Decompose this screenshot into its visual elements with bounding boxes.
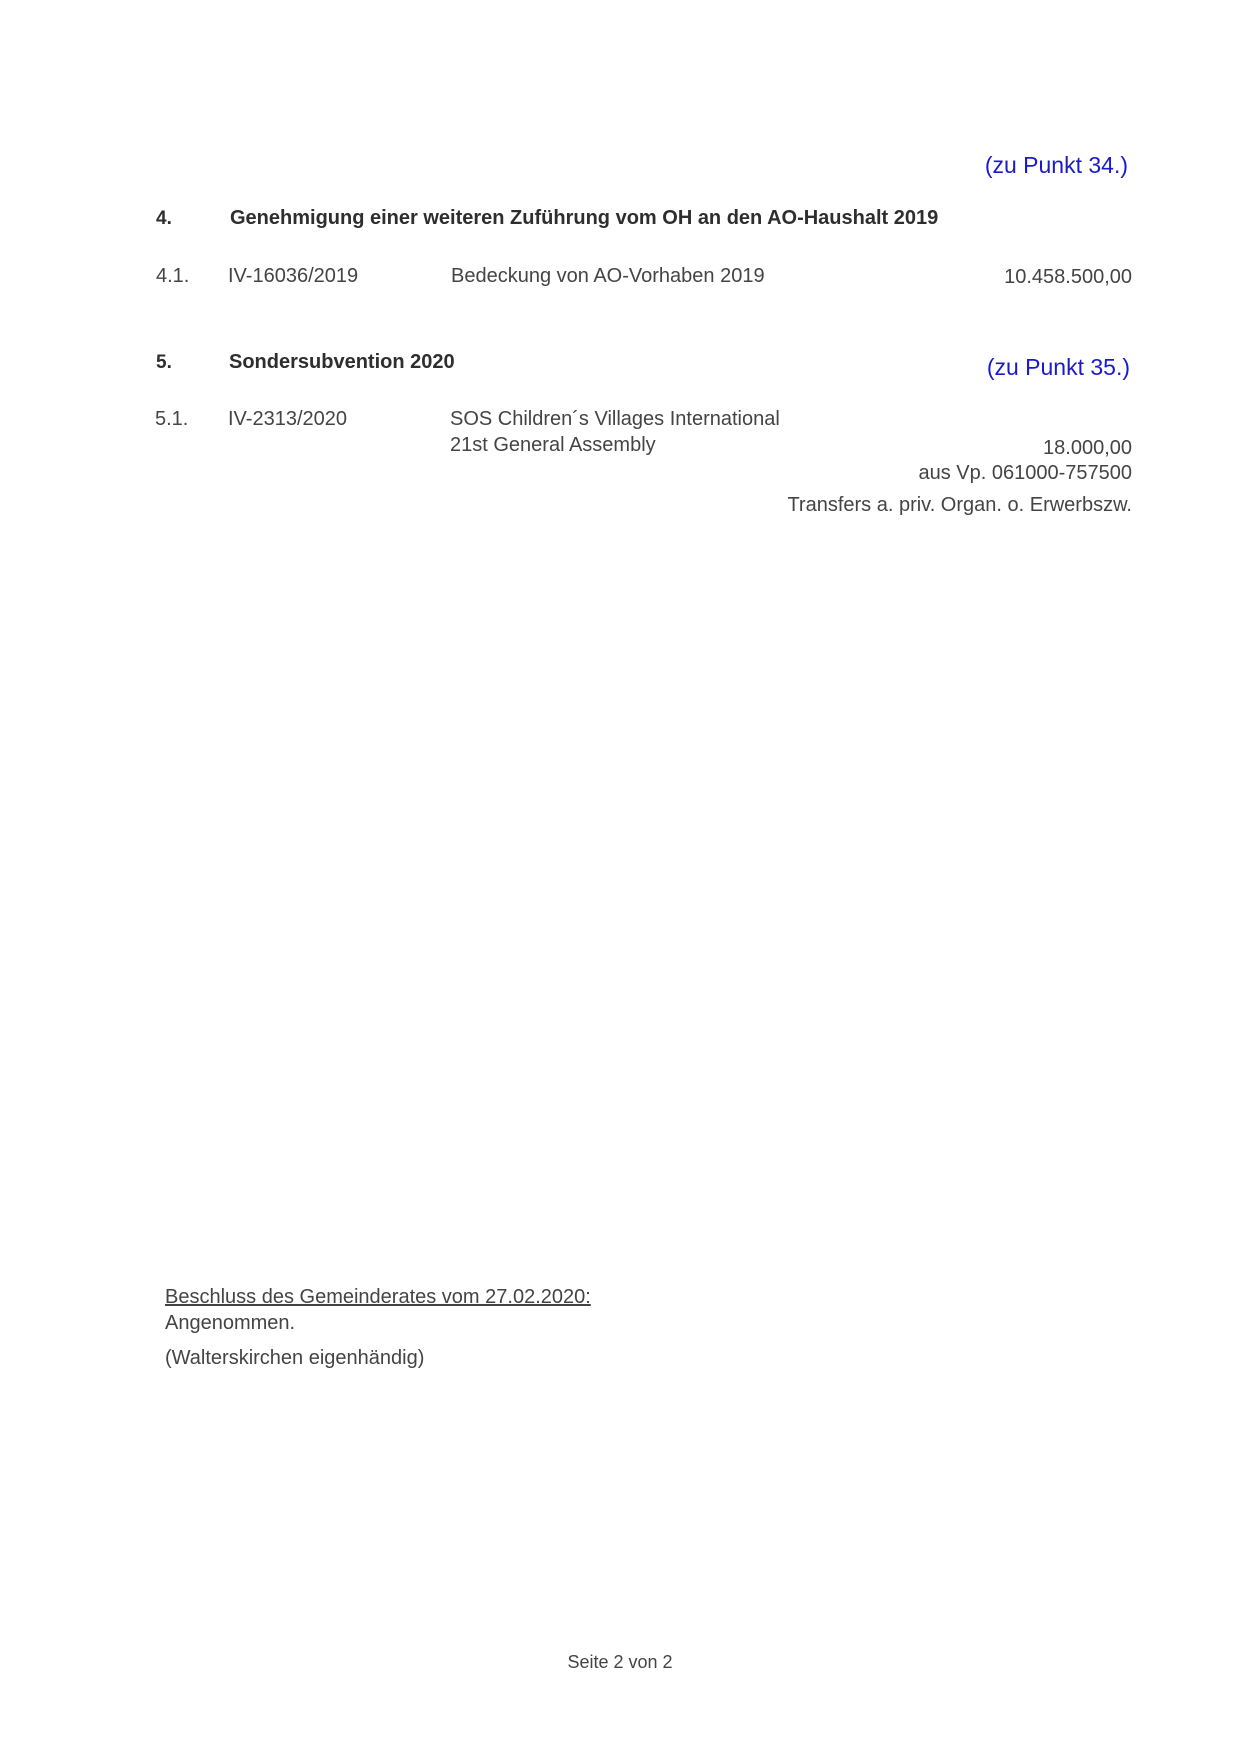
section5-row-number: 5.1. [155,408,189,430]
section4-reference: (zu Punkt 34.) [984,152,1128,178]
section4-row-description: Bedeckung von AO-Vorhaben 2019 [451,265,765,287]
section4-row-amount: 10.458.500,00 [1004,266,1132,288]
section5-number: 5. [156,352,172,373]
section5-title: Sondersubvention 2020 [229,351,455,373]
section5-reference: (zu Punkt 35.) [986,354,1130,380]
section5-row-code: IV-2313/2020 [228,408,347,430]
resolution-signature: (Walterskirchen eigenhändig) [165,1347,425,1369]
section4-number: 4. [156,208,172,229]
section5-row-account: aus Vp. 061000-757500 [918,462,1132,484]
resolution-result: Angenommen. [165,1312,296,1334]
section4-row-number: 4.1. [156,265,190,287]
section4-row-code: IV-16036/2019 [228,265,359,287]
page-number: Seite 2 von 2 [567,1652,673,1672]
section5-row-amount: 18.000,00 [1043,437,1132,459]
section5-row-description-line1: SOS Children´s Villages International [450,408,780,430]
section5-row-description-line2: 21st General Assembly [450,434,656,456]
section4-title: Genehmigung einer weiteren Zuführung vom OH an den AO-Haushalt 2019 [230,207,939,229]
resolution-heading: Beschluss des Gemeinderates vom 27.02.2020: [165,1286,591,1308]
section5-row-account-description: Transfers a. priv. Organ. o. Erwerbszw. [787,494,1132,516]
